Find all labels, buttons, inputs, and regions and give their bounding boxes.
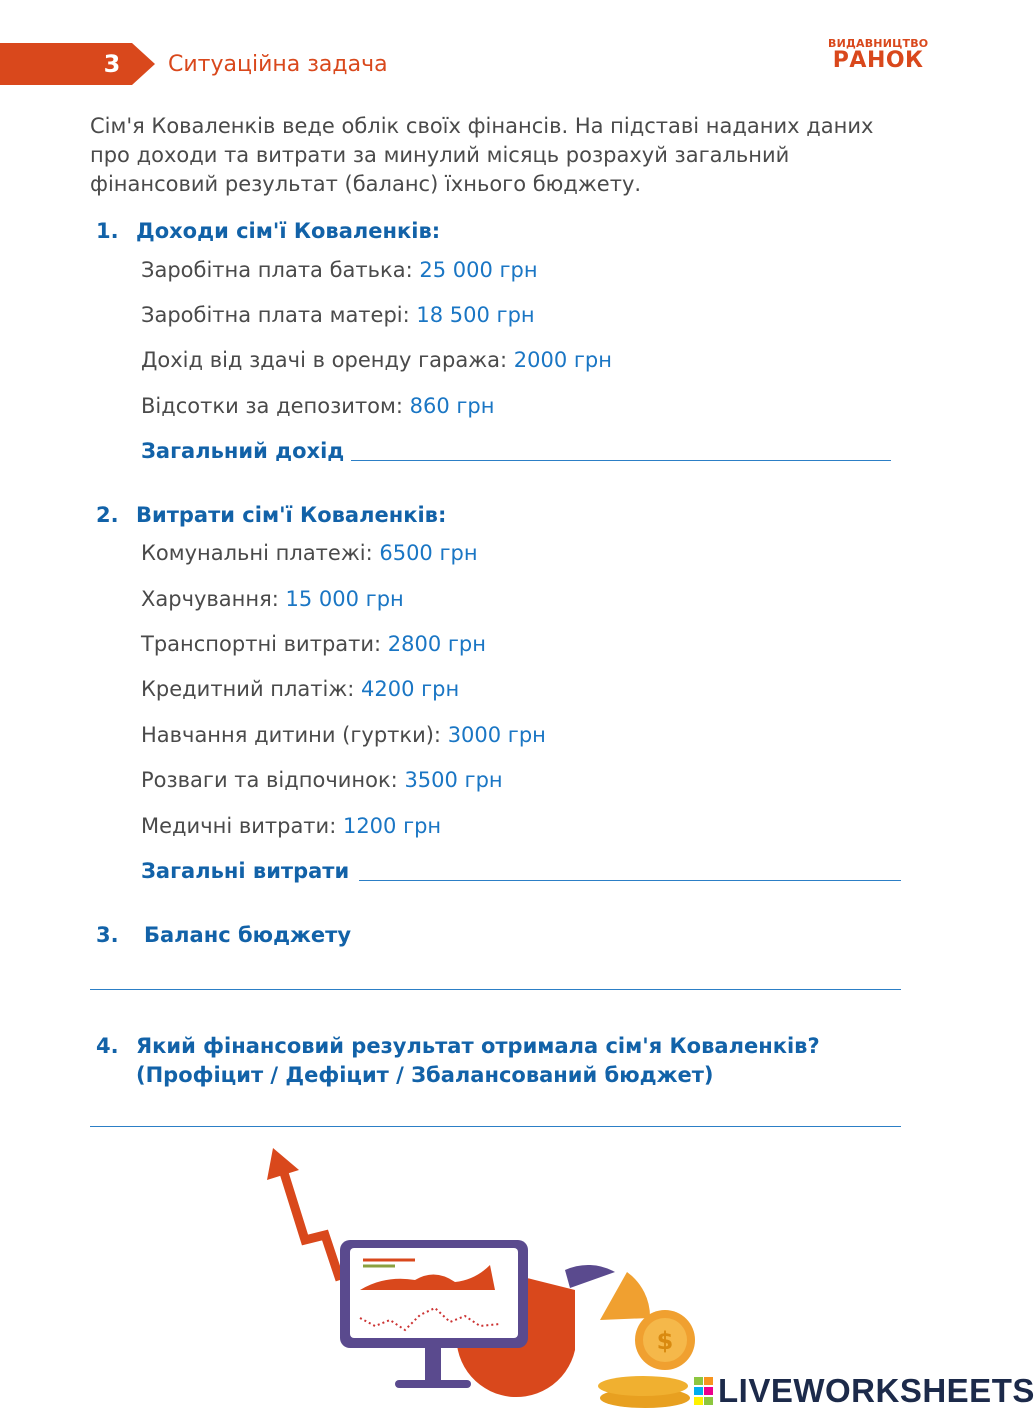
- balance-heading: 3. Баланс бюджету: [96, 923, 352, 947]
- pie-slice-orange: [600, 1272, 650, 1320]
- publisher-logo: ВИДАВНИЦТВО РАНОК: [828, 37, 929, 73]
- liveworksheets-watermark: LIVEWORKSHEETS: [718, 1372, 1035, 1409]
- expenses-heading: 2. Витрати сім'ї Коваленків:: [96, 503, 447, 527]
- section-banner: [0, 43, 155, 85]
- expense-item: Транспортні витрати: 2800 грн: [141, 632, 486, 656]
- expense-item: Кредитний платіж: 4200 грн: [141, 677, 460, 701]
- balance-answer-line[interactable]: [90, 989, 901, 990]
- income-item: Заробітна плата матері: 18 500 грн: [141, 303, 535, 327]
- growth-arrow: [280, 1160, 340, 1280]
- total-income-label: Загальний дохід: [141, 439, 345, 463]
- result-question: 4. Який фінансовий результат отримала сім'я Коваленків? (Профіцит / Дефіцит / Збалансований бюджет): [96, 1034, 820, 1087]
- result-answer-line[interactable]: [90, 1126, 901, 1127]
- income-item: Відсотки за депозитом: 860 грн: [141, 394, 495, 418]
- expense-item: Навчання дитини (гуртки): 3000 грн: [141, 723, 546, 747]
- expense-item: Комунальні платежі: 6500 грн: [141, 541, 478, 565]
- expense-item: Розваги та відпочинок: 3500 грн: [141, 768, 503, 792]
- liveworksheets-logo-icon: [694, 1377, 714, 1405]
- income-item: Дохід від здачі в оренду гаража: 2000 грн: [141, 348, 612, 372]
- income-item: Заробітна плата батька: 25 000 грн: [141, 258, 538, 282]
- task-intro: Сім'я Коваленків веде облік своїх фінансів. На підставі наданих даних про доходи та витрати за минулий місяць розрахуй загальний фінансовий результат (баланс) їхнього бюджету.: [90, 114, 874, 196]
- svg-text:$: $: [656, 1327, 674, 1355]
- pie-slice-purple: [565, 1265, 615, 1288]
- section-title: Ситуаційна задача: [168, 52, 388, 77]
- expense-item: Харчування: 15 000 грн: [141, 587, 404, 611]
- expense-item: Медичні витрати: 1200 грн: [141, 814, 442, 838]
- total-expenses-label: Загальні витрати: [141, 859, 350, 883]
- total-expenses-answer-line[interactable]: [359, 880, 901, 881]
- monitor-base: [395, 1380, 471, 1388]
- total-income-answer-line[interactable]: [351, 460, 891, 461]
- income-heading: 1. Доходи сім'ї Коваленків:: [96, 219, 441, 243]
- section-number: 3: [103, 50, 121, 78]
- monitor-stand: [425, 1348, 441, 1384]
- finance-illustration: [255, 1140, 695, 1415]
